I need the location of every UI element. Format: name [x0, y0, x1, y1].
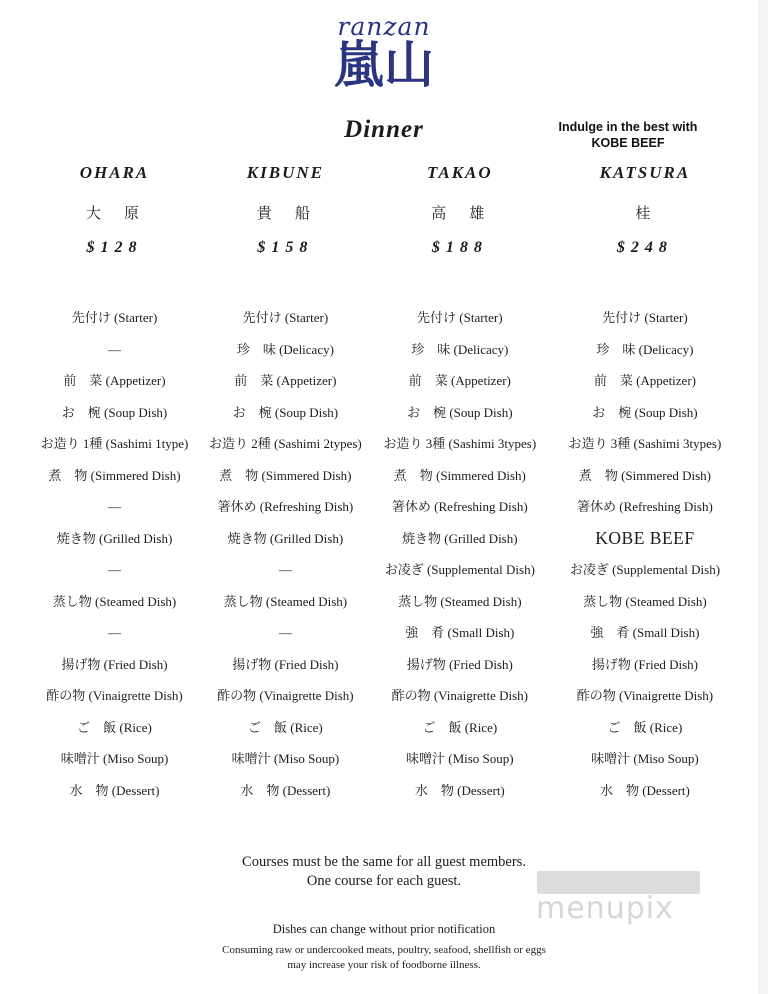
restaurant-logo: [304, 12, 464, 93]
course-name: KIBUNE: [246, 163, 324, 182]
course-name: OHARA: [79, 163, 150, 182]
course-item-list: [370, 302, 550, 806]
course-kanji: 高 雄: [431, 206, 489, 222]
scan-edge-artifact: [758, 0, 768, 994]
menu-item: 味噌汁 (Miso Soup): [60, 751, 169, 766]
menu-item: お 椀 (Soup Dish): [232, 404, 339, 420]
menu-item: 強 肴 (Small Dish): [590, 625, 700, 640]
course-kanji: 貴 船: [256, 206, 314, 222]
menu-item: 揚げ物 (Fried Dish): [406, 656, 513, 672]
menu-item: 蒸し物 (Steamed Dish): [223, 593, 348, 609]
menu-item: 先付け (Starter): [71, 310, 158, 325]
menu-item-divider: —: [108, 562, 121, 577]
menu-item: お造り 2種 (Sashimi 2types): [209, 436, 362, 451]
footer-policy-line1: Courses must be the same for all guest members.: [242, 854, 526, 870]
menu-item: 珍 味 (Delicacy): [411, 341, 509, 357]
course-column-kibune: [201, 163, 370, 806]
course-price: $128: [86, 239, 143, 256]
menu-item: 味噌汁 (Miso Soup): [231, 751, 340, 766]
menu-item: 揚げ物 (Fried Dish): [232, 656, 339, 672]
menu-item: 焼き物 (Grilled Dish): [227, 530, 344, 546]
menu-item: 箸休め (Refreshing Dish): [391, 499, 528, 514]
course-price: $188: [431, 239, 488, 256]
menu-item: 水 物 (Dessert): [240, 782, 331, 798]
menu-item: お造り 1種 (Sashimi 1type): [40, 436, 189, 451]
menu-item: 揚げ物 (Fried Dish): [61, 656, 168, 672]
menu-item: 煮 物 (Simmered Dish): [48, 467, 181, 483]
menu-item: 強 肴 (Small Dish): [405, 625, 515, 640]
course-column-takao: [370, 163, 550, 806]
menu-title: Dinner: [344, 116, 424, 143]
menu-item: 蒸し物 (Steamed Dish): [583, 593, 707, 609]
menu-item: 味噌汁 (Miso Soup): [591, 751, 699, 766]
menu-item: お造り 3種 (Sashimi 3types): [568, 436, 722, 451]
course-item-list: [550, 302, 740, 806]
menu-item: お 椀 (Soup Dish): [61, 404, 168, 420]
course-columns: [28, 163, 740, 806]
course-price: $158: [257, 239, 314, 256]
menu-item: 前 菜 (Appetizer): [63, 373, 166, 388]
menu-item: 珍 味 (Delicacy): [236, 341, 334, 357]
menu-item: 前 菜 (Appetizer): [234, 373, 337, 388]
menu-item: お 椀 (Soup Dish): [592, 404, 698, 420]
menu-item: 煮 物 (Simmered Dish): [219, 467, 352, 483]
menu-item: ご 飯 (Rice): [607, 719, 683, 735]
menu-item: 味噌汁 (Miso Soup): [406, 751, 514, 766]
kobe-banner-line1: Indulge in the best with: [558, 120, 698, 134]
menu-item: 先付け (Starter): [602, 310, 688, 325]
course-item-list: [201, 302, 370, 806]
kobe-banner-line2: KOBE BEEF: [591, 136, 665, 150]
menu-item: 前 菜 (Appetizer): [408, 373, 511, 388]
menu-item: 煮 物 (Simmered Dish): [393, 467, 526, 483]
menu-item: お凌ぎ (Supplemental Dish): [569, 562, 721, 577]
menu-item: 酢の物 (Vinaigrette Dish): [217, 688, 354, 703]
watermark-logo: menupix: [536, 891, 674, 926]
menu-item: 酢の物 (Vinaigrette Dish): [46, 688, 183, 703]
menu-item: 水 物 (Dessert): [69, 782, 160, 798]
menu-item: 珍 味 (Delicacy): [596, 341, 694, 357]
menu-item: 前 菜 (Appetizer): [593, 373, 696, 388]
menu-item: 揚げ物 (Fried Dish): [591, 656, 698, 672]
menu-item-divider: —: [108, 499, 121, 514]
footer-policy-line2: One course for each guest.: [306, 872, 462, 889]
footer-disclaimer: [0, 943, 768, 972]
logo-kanji-calligraphy: 嵐山: [334, 37, 434, 93]
course-kanji: 桂: [635, 206, 655, 222]
menu-item: ご 飯 (Rice): [77, 719, 152, 735]
footer-disclaimer-line1: Consuming raw or undercooked meats, poultry, seafood, shellfish or eggs: [222, 944, 546, 956]
course-kanji: 大 原: [86, 206, 144, 222]
menu-item: お凌ぎ (Supplemental Dish): [384, 562, 535, 577]
course-name: TAKAO: [426, 163, 493, 182]
menu-item-divider: —: [278, 625, 292, 640]
menu-item: 箸休め (Refreshing Dish): [577, 499, 713, 514]
menu-item: 先付け (Starter): [242, 310, 329, 325]
menu-item: KOBE BEEF: [595, 527, 695, 548]
menu-item: 蒸し物 (Steamed Dish): [398, 593, 522, 609]
kobe-beef-banner: [542, 119, 714, 151]
menu-item: 水 物 (Dessert): [599, 782, 690, 798]
course-column-katsura: [550, 163, 740, 806]
menu-item: 蒸し物 (Steamed Dish): [52, 593, 177, 609]
menu-item: 箸休め (Refreshing Dish): [217, 499, 354, 514]
menu-item: 煮 物 (Simmered Dish): [578, 467, 711, 483]
menu-item: 焼き物 (Grilled Dish): [402, 530, 518, 546]
menu-item: 先付け (Starter): [417, 310, 503, 325]
course-item-list: [28, 302, 201, 806]
menu-item-divider: —: [108, 625, 121, 640]
menu-item-divider: —: [108, 341, 121, 357]
footer-disclaimer-line2: may increase your risk of foodborne illness.: [287, 958, 481, 971]
logo-script-text: ranzan: [337, 12, 431, 41]
course-name: KATSURA: [599, 163, 691, 182]
course-column-ohara: [28, 163, 201, 806]
menu-item: 酢の物 (Vinaigrette Dish): [391, 688, 529, 703]
menu-item: ご 飯 (Rice): [422, 719, 498, 735]
menu-item: 焼き物 (Grilled Dish): [56, 530, 173, 546]
course-price: $248: [616, 239, 673, 256]
menu-item: 水 物 (Dessert): [414, 782, 505, 798]
menu-item: ご 飯 (Rice): [248, 719, 323, 735]
footer-notice: Dishes can change without prior notification: [272, 922, 496, 936]
menu-item-divider: —: [278, 562, 292, 577]
menu-item: 酢の物 (Vinaigrette Dish): [576, 688, 714, 703]
menu-item: お 椀 (Soup Dish): [407, 404, 513, 420]
menu-item: お造り 3種 (Sashimi 3types): [383, 436, 537, 451]
